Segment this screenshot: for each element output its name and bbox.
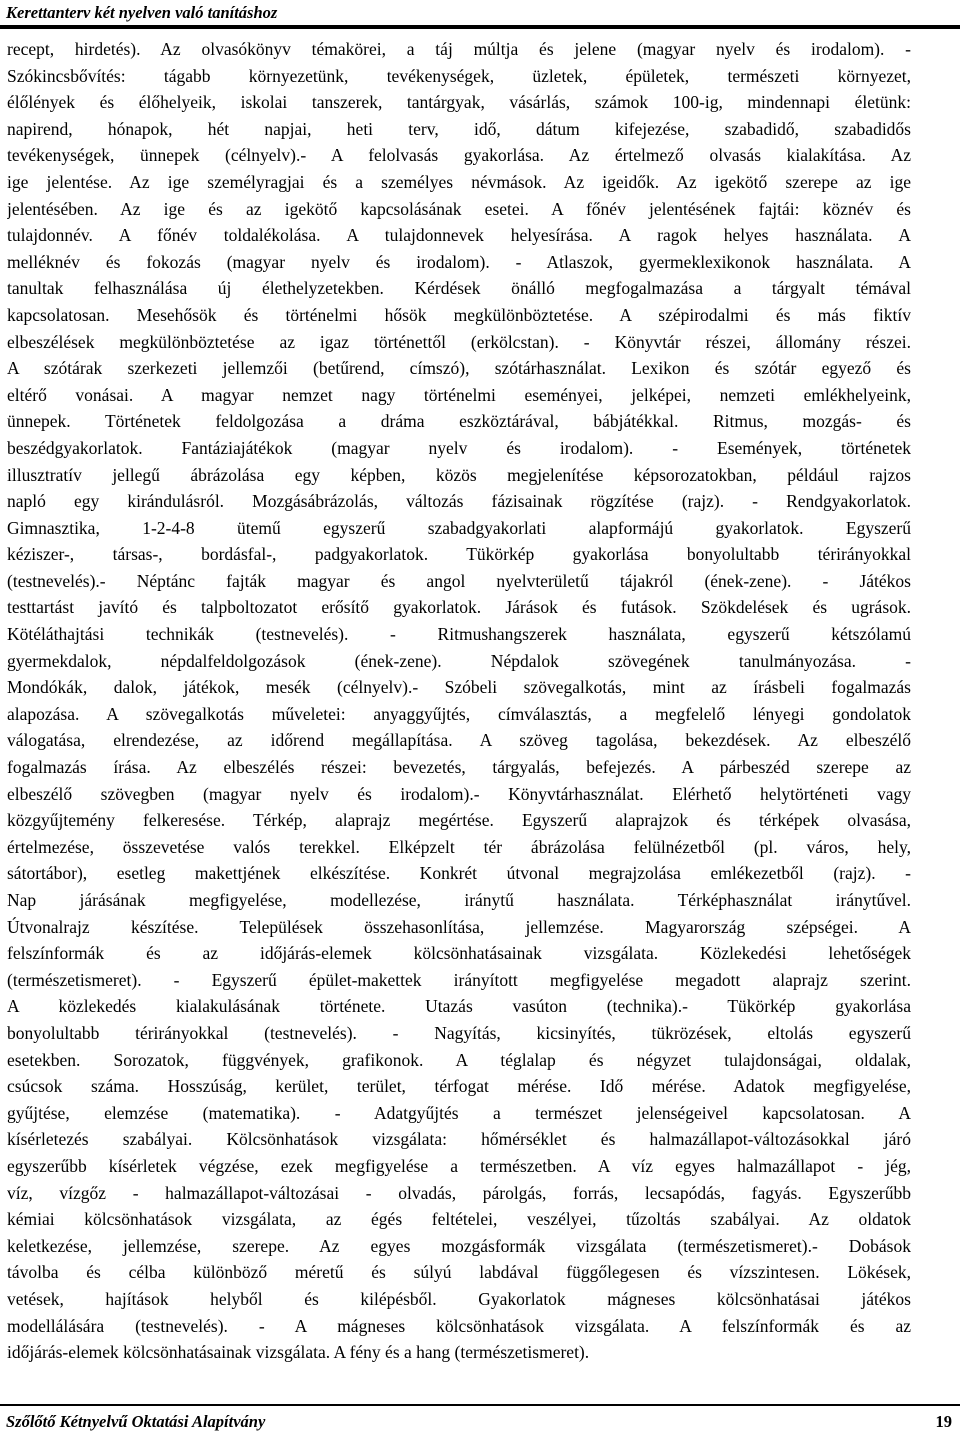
text-line: vetések, hajítások helyből és kilépésből. Gyakorlatok mágneses kölcsönhatásai játékos xyxy=(7,1288,911,1309)
text-line: alapozása. A szövegalkotás műveletei: anyaggyűjtés, címválasztás, a megfelelő lényegi gondolatok xyxy=(7,703,911,724)
text-line: testtartást javító és talpboltozatot erősítő gyakorlatok. Járások és futások. Szökdelések és ugrások. xyxy=(7,597,911,618)
text-line: egyszerűbb kísérletek végzése, ezek megfigyelése a természetben. A víz egyes halmazállapot - jég, xyxy=(7,1155,911,1176)
text-line: modellálására (testnevelés). - A mágneses kölcsönhatások vizsgálata. A felszínformák és az xyxy=(7,1315,911,1336)
body-paragraph xyxy=(7,36,911,1366)
text-line: keletkezése, jellemzése, szerepe. Az egyes mozgásformák vizsgálata (természetismeret).- Dobások xyxy=(7,1235,911,1256)
text-line: élőlények és élőhelyeik, iskolai tanszerek, tantárgyak, vásárlás, számok 100-ig, mindennapi életünk: xyxy=(7,92,911,113)
text-line: kéziszer-, társas-, bordásfal-, padgyakorlatok. Tükörkép gyakorlása bonyolultabb térirányokkal xyxy=(7,544,911,565)
text-line: Mondókák, dalok, játékok, mesék (célnyelv).- Szóbeli szövegalkotás, mint az írásbeli fogalmazás xyxy=(7,677,911,698)
text-line: esetekben. Sorozatok, függvények, grafikonok. A téglalap és négyzet tulajdonságai, oldalak, xyxy=(7,1049,911,1070)
text-line: Gimnasztika, 1-2-4-8 ütemű egyszerű szabadgyakorlati alapformájú gyakorlatok. Egyszerű xyxy=(7,517,911,538)
text-line: válogatása, elrendezése, az időrend megállapítása. A szöveg tagolása, bekezdések. Az elbeszélő xyxy=(7,730,911,751)
text-line: sátortábor), esetleg makettjének elkészítése. Konkrét útvonal megrajzolása emlékezetből (rajz). - xyxy=(7,863,911,884)
text-line: kapcsolatosan. Mesehősök és történelmi hősök megkülönböztetése. A szépirodalmi és más fiktív xyxy=(7,304,911,325)
text-line: A közlekedés kialakulásának története. Utazás vasúton (technika).- Tükörkép gyakorlása xyxy=(7,996,911,1017)
header-divider xyxy=(0,25,960,29)
text-line: felszínformák és az időjárás-elemek kölcsönhatásainak vizsgálata. Közlekedési lehetőségek xyxy=(7,943,911,964)
text-line: napirend, hónapok, hét napjai, heti terv, idő, dátum kifejezése, szabadidő, szabadidős xyxy=(7,118,911,139)
footer-organization: Szőlőtő Kétnyelvű Oktatási Alapítvány xyxy=(6,1412,266,1431)
text-line: recept, hirdetés). Az olvasókönyv témakörei, a táj múltja és jelene (magyar nyelv és irodalom). - xyxy=(7,39,911,59)
text-line: napló egy kirándulásról. Mozgásábrázolás, változás fázisainak rögzítése (rajz). - Rendgyakorlatok. xyxy=(7,491,911,512)
text-line: távolba és célba különböző méretű és súlyú labdával függőlegesen és vízszintesen. Lökések, xyxy=(7,1262,911,1283)
running-header: Kerettanterv két nyelven való tanításhoz xyxy=(6,3,278,22)
text-line: Kötéláthajtási technikák (testnevelés). - Ritmushangszerek használata, egyszerű kétszólamú xyxy=(7,624,911,645)
text-line: Szókincsbővítés: tágabb környezetünk, tevékenységek, üzletek, épületek, természeti környezet, xyxy=(7,65,911,86)
text-line: beszédgyakorlatok. Fantáziajátékok (magyar nyelv és irodalom). - Események, történetek xyxy=(7,437,911,458)
text-line: (természetismeret). - Egyszerű épület-makettek irányított megfigyelése megadott alaprajz szerint. xyxy=(7,969,911,990)
text-line: kémiai kölcsönhatások vizsgálata, az égés feltételei, veszélyei, tűzoltás szabályai. Az oldatok xyxy=(7,1209,911,1230)
text-line: tevékenységek, ünnepek (célnyelv).- A felolvasás gyakorlása. Az értelmező olvasás kialakítása. Az xyxy=(7,145,911,166)
text-line: eltérő vonásai. A magyar nemzet nagy történelmi eseményei, jelképei, nemzeti emlékhelyeink, xyxy=(7,384,911,405)
text-line: gyermekdalok, népdalfeldolgozások (ének-zene). Népdalok szövegének tanulmányozása. - xyxy=(7,650,911,671)
text-line: kísérletezés szabályai. Kölcsönhatások vizsgálata: hőmérséklet és halmazállapot-változásokkal járó xyxy=(7,1129,911,1150)
text-line: ige jelentése. Az ige személyragjai és a személyes névmások. Az igeidők. Az igekötő szerepe az ige xyxy=(7,171,911,192)
text-line: közgyűjtemény felkeresése. Térkép, alaprajz megértése. Egyszerű alaprajzok és térképek olvasása, xyxy=(7,810,911,831)
text-line: tanultak felhasználása új élethelyzetekben. Kérdések önálló megfogalmazása a tárgyalt témával xyxy=(7,278,911,299)
text-line: illusztratív jellegű ábrázolása egy képben, közös megjelenítése képsorozatokban, például rajzos xyxy=(7,464,911,485)
text-line: jelentésében. Az ige és az igekötő kapcsolásának esetei. A főnév jelentésének fajtái: köznév és xyxy=(7,198,911,219)
text-line: Nap járásának megfigyelése, modellezése, iránytű használata. Térképhasználat iránytűvel. xyxy=(7,890,911,910)
page-number: 19 xyxy=(935,1412,952,1431)
text-line: elbeszélések megkülönböztetése az igaz történettől (erkölcstan). - Könyvtár részei, állomány részei. xyxy=(7,331,911,352)
text-line: (testnevelés).- Néptánc fajták magyar és angol nyelvterületű tájakról (ének-zene). - Játékos xyxy=(7,570,911,591)
text-line: ünnepek. Történetek feldolgozása a dráma eszköztárával, bábjátékkal. Ritmus, mozgás- és xyxy=(7,411,911,432)
text-line: fogalmazás írása. Az elbeszélés részei: bevezetés, tárgyalás, befejezés. A párbeszéd szerepe az xyxy=(7,757,911,778)
text-line: A szótárak szerkezeti jellemzői (betűrend, címszó), szótárhasználat. Lexikon és szótár egyező és xyxy=(7,358,911,379)
text-line: gyűjtése, elemzése (matematika). - Adatgyűjtés a természet jelenségeivel kapcsolatosan. A xyxy=(7,1102,911,1123)
text-line: bonyolultabb térirányokkal (testnevelés). - Nagyítás, kicsinyítés, tükrözések, eltolás egyszerű xyxy=(7,1022,911,1043)
text-line: Útvonalrajz készítése. Települések összehasonlítása, jellemzése. Magyarország szépségei. A xyxy=(7,916,911,937)
text-line: elbeszélő szövegben (magyar nyelv és irodalom).- Könyvtárhasználat. Elérhető helytörténeti vagy xyxy=(7,783,911,804)
text-line: víz, vízgőz - halmazállapot-változásai - olvadás, párolgás, forrás, lecsapódás, fagyás. Egyszerűbb xyxy=(7,1182,911,1203)
text-line: időjárás-elemek kölcsönhatásainak vizsgálata. A fény és a hang (természetismeret). xyxy=(7,1342,590,1363)
text-line: csúcsok száma. Hosszúság, kerület, terület, térfogat mérése. Idő mérése. Adatok megfigyelése, xyxy=(7,1076,911,1097)
text-line: tulajdonnév. A főnév toldalékolása. A tulajdonnevek helyesírása. A ragok helyes használata. A xyxy=(7,225,911,246)
text-line: melléknév és fokozás (magyar nyelv és irodalom). - Atlaszok, gyermeklexikonok használata. A xyxy=(7,251,911,272)
text-line: értelmezése, összevetése valós terekkel. Elképzelt tér ábrázolása felülnézetből (pl. város, hely, xyxy=(7,836,911,857)
footer-divider xyxy=(0,1404,960,1406)
